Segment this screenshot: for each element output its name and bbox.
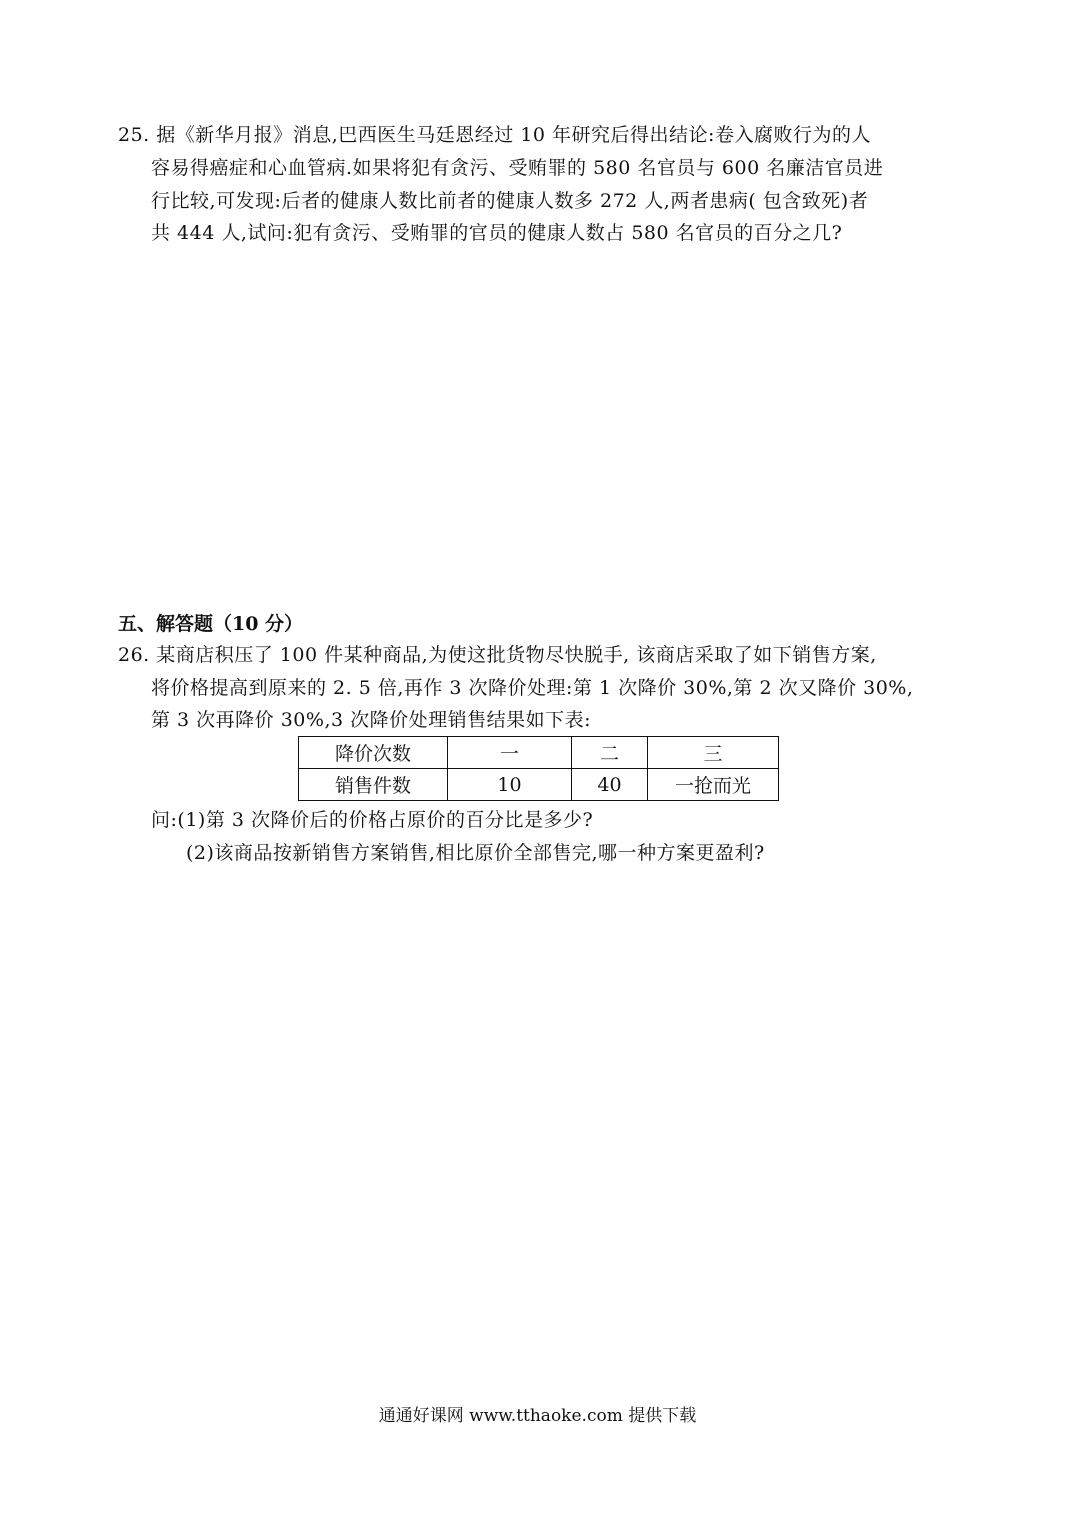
section-heading: 五、解答题（10 分） <box>118 613 304 635</box>
table-cell: 降价次数 <box>299 737 448 769</box>
table-cell: 三 <box>648 737 779 769</box>
table-cell: 销售件数 <box>299 769 448 801</box>
table-cell: 一 <box>448 737 572 769</box>
table-cell: 一抢而光 <box>648 769 779 801</box>
q26-line-2: 将价格提高到原来的 2. 5 倍,再作 3 次降价处理:第 1 次降价 30%,第 2 次又降价 30%, <box>151 677 914 699</box>
q26-line-1: 26. 某商店积压了 100 件某种商品,为使这批货物尽快脱手, 该商店采取了如下销售方案, <box>118 644 877 666</box>
q26-question-1: 问:(1)第 3 次降价后的价格占原价的百分比是多少? <box>151 809 594 831</box>
footer-text: 通通好课网 www.tthaoke.com 提供下载 <box>378 1406 697 1426</box>
q26-line-3: 第 3 次再降价 30%,3 次降价处理销售结果如下表: <box>151 709 592 731</box>
q25-line-4: 共 444 人,试问:犯有贪污、受贿罪的官员的健康人数占 580 名官员的百分之几? <box>151 222 843 244</box>
q25-line-1: 25. 据《新华月报》消息,巴西医生马廷恩经过 10 年研究后得出结论:卷入腐败行为的人 <box>118 124 871 146</box>
table-header-row <box>299 737 779 769</box>
table-cell: 40 <box>572 769 648 801</box>
q25-line-2: 容易得癌症和心血管病.如果将犯有贪污、受贿罪的 580 名官员与 600 名廉洁官员进 <box>151 157 884 179</box>
q25-line-3: 行比较,可发现:后者的健康人数比前者的健康人数多 272 人,两者患病( 包含致死)者 <box>151 190 869 212</box>
table-cell: 10 <box>448 769 572 801</box>
table-row <box>299 769 779 801</box>
q26-question-2: (2)该商品按新销售方案销售,相比原价全部售完,哪一种方案更盈利? <box>186 842 765 864</box>
table-cell: 二 <box>572 737 648 769</box>
sales-table <box>298 736 779 801</box>
